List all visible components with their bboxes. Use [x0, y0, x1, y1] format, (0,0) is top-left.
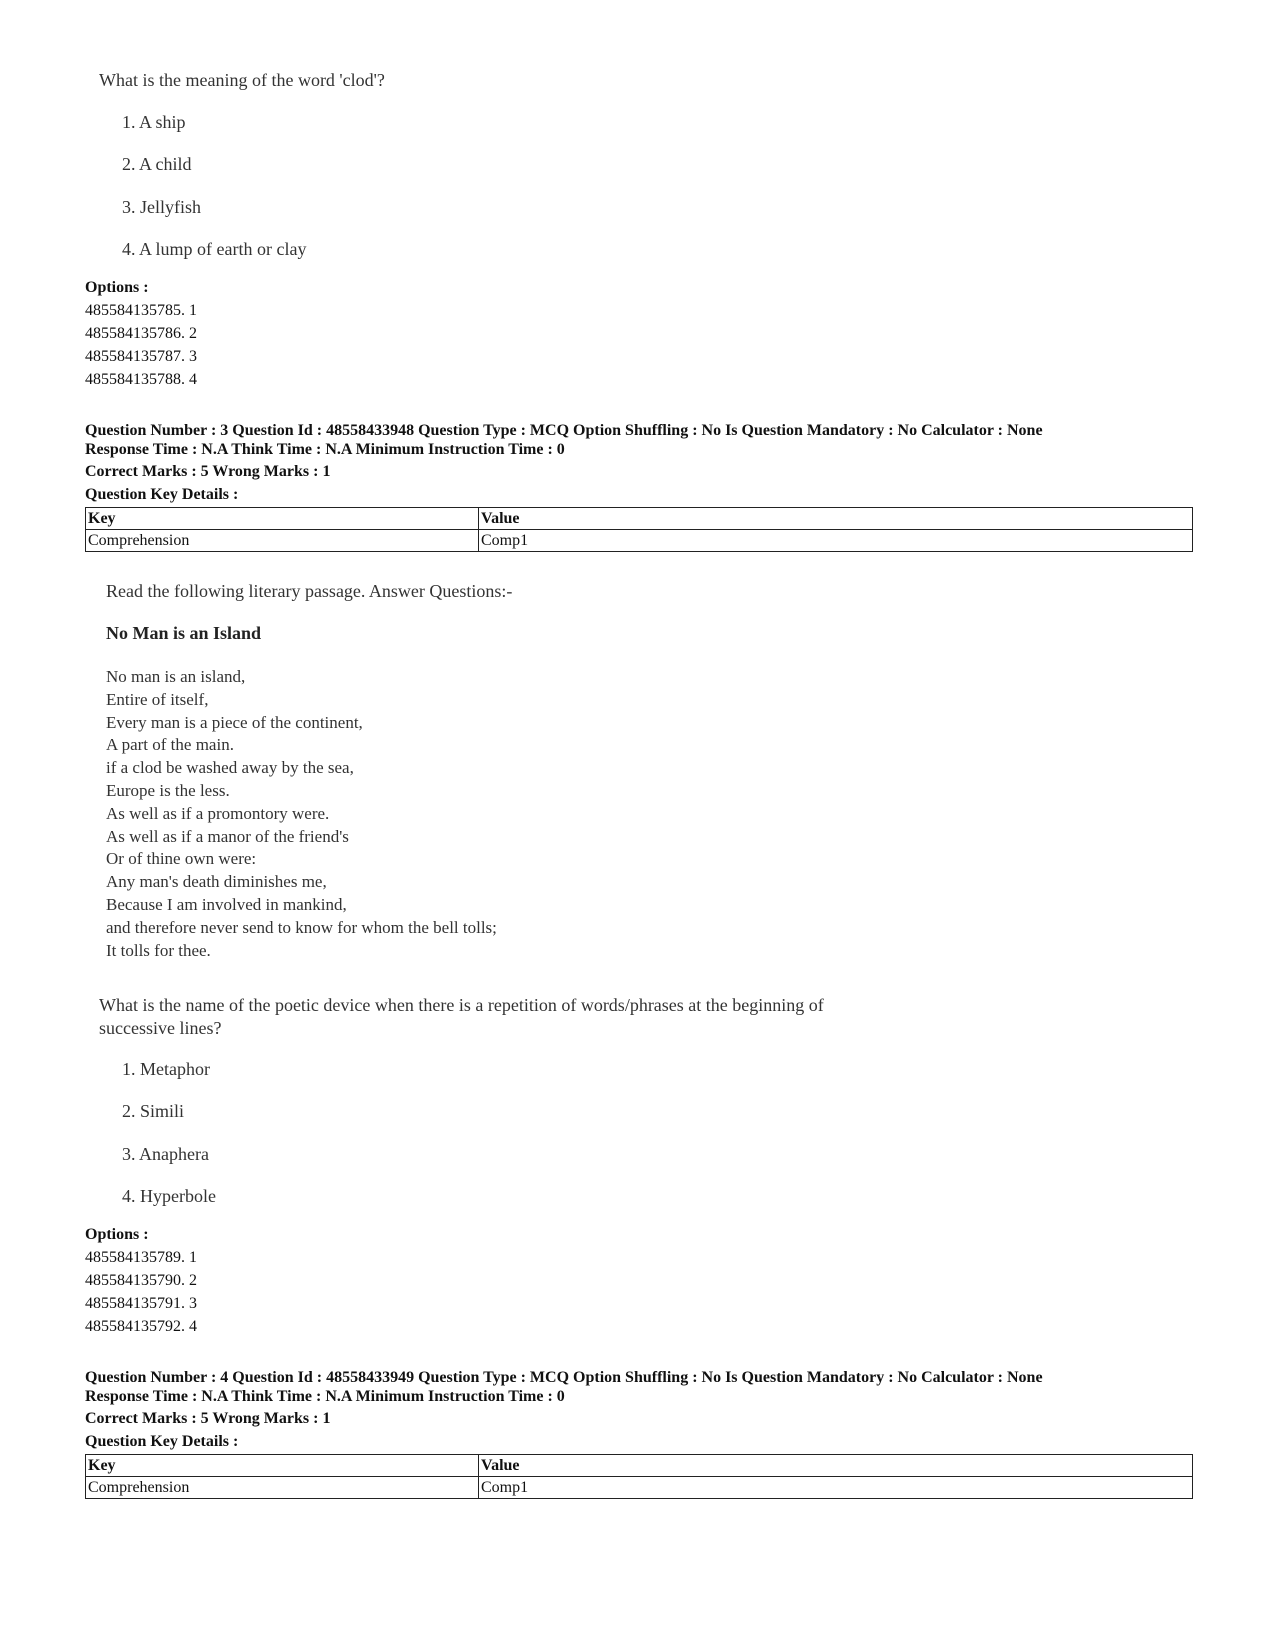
table-cell-key: Comprehension — [86, 1477, 479, 1499]
option-id: 485584135791. 3 — [85, 1295, 197, 1312]
table-header-key: Key — [86, 1455, 479, 1477]
poem-line: if a clod be washed away by the sea, — [106, 758, 354, 778]
table-header-value: Value — [479, 508, 1193, 530]
option-id: 485584135790. 2 — [85, 1272, 197, 1289]
choice-3: 3. Jellyfish — [122, 197, 201, 217]
poem-line: Every man is a piece of the continent, — [106, 712, 363, 732]
key-details-table — [85, 507, 1193, 552]
poem-line: A part of the main. — [106, 735, 234, 755]
option-id-list — [85, 1246, 197, 1338]
question-meta-line: Response Time : N.A Think Time : N.A Minimum Instruction Time : 0 — [85, 1388, 565, 1405]
table-cell-value: Comp1 — [479, 1477, 1193, 1499]
poem-line: It tolls for thee. — [106, 940, 211, 960]
choice-2: 2. A child — [122, 154, 192, 174]
choice-2: 2. Simili — [122, 1101, 185, 1121]
option-id: 485584135785. 1 — [85, 302, 197, 319]
poem-line: As well as if a promontory were. — [106, 803, 330, 823]
poem-line: Because I am involved in mankind, — [106, 894, 347, 914]
key-details-label: Question Key Details : — [85, 1433, 239, 1450]
table-row — [86, 1477, 1193, 1499]
options-label: Options : — [85, 1226, 149, 1243]
poem — [106, 666, 497, 962]
question-meta-line: Response Time : N.A Think Time : N.A Minimum Instruction Time : 0 — [85, 441, 565, 458]
table-header-value: Value — [479, 1455, 1193, 1477]
poem-line: Entire of itself, — [106, 689, 209, 709]
option-id: 485584135789. 1 — [85, 1249, 197, 1266]
choice-1: 1. Metaphor — [122, 1059, 210, 1079]
choice-4: 4. Hyperbole — [122, 1186, 216, 1206]
poem-line: Europe is the less. — [106, 780, 230, 800]
poem-line: Any man's death diminishes me, — [106, 872, 327, 892]
poem-line: and therefore never send to know for whom the bell tolls; — [106, 917, 497, 937]
poem-line: As well as if a manor of the friend's — [106, 826, 349, 846]
table-row — [86, 530, 1193, 552]
question-meta-line: Question Number : 3 Question Id : 48558433948 Question Type : MCQ Option Shuffling : No Is Question Mandatory : No Calculator : None — [85, 422, 1043, 439]
passage-title: No Man is an Island — [106, 623, 262, 643]
marks-line: Correct Marks : 5 Wrong Marks : 1 — [85, 1410, 331, 1427]
table-cell-key: Comprehension — [86, 530, 479, 552]
options-label: Options : — [85, 279, 149, 296]
choice-3: 3. Anaphera — [122, 1144, 209, 1164]
table-header-row — [86, 508, 1193, 530]
question-meta-line: Question Number : 4 Question Id : 48558433949 Question Type : MCQ Option Shuffling : No Is Question Mandatory : No Calculator : None — [85, 1369, 1043, 1386]
table-header-key: Key — [86, 508, 479, 530]
passage-intro: Read the following literary passage. Answer Questions:- — [106, 581, 513, 601]
table-header-row — [86, 1455, 1193, 1477]
question-line: What is the name of the poetic device when there is a repetition of words/phrases at the beginning of — [99, 995, 824, 1015]
question-text: What is the meaning of the word 'clod'? — [99, 70, 385, 90]
marks-line: Correct Marks : 5 Wrong Marks : 1 — [85, 463, 331, 480]
question-text — [99, 994, 824, 1040]
choice-1: 1. A ship — [122, 112, 186, 132]
option-id: 485584135787. 3 — [85, 348, 197, 365]
choice-4: 4. A lump of earth or clay — [122, 239, 307, 259]
poem-line: Or of thine own were: — [106, 849, 257, 869]
table-cell-value: Comp1 — [479, 530, 1193, 552]
option-id-list — [85, 299, 197, 391]
question-meta-q3 — [85, 421, 1043, 459]
key-details-table — [85, 1454, 1193, 1499]
question-line: successive lines? — [99, 1018, 222, 1038]
option-id: 485584135788. 4 — [85, 371, 197, 388]
option-id: 485584135786. 2 — [85, 325, 197, 342]
option-id: 485584135792. 4 — [85, 1318, 197, 1335]
key-details-label: Question Key Details : — [85, 486, 239, 503]
question-meta-q4 — [85, 1368, 1043, 1406]
poem-line: No man is an island, — [106, 667, 246, 686]
